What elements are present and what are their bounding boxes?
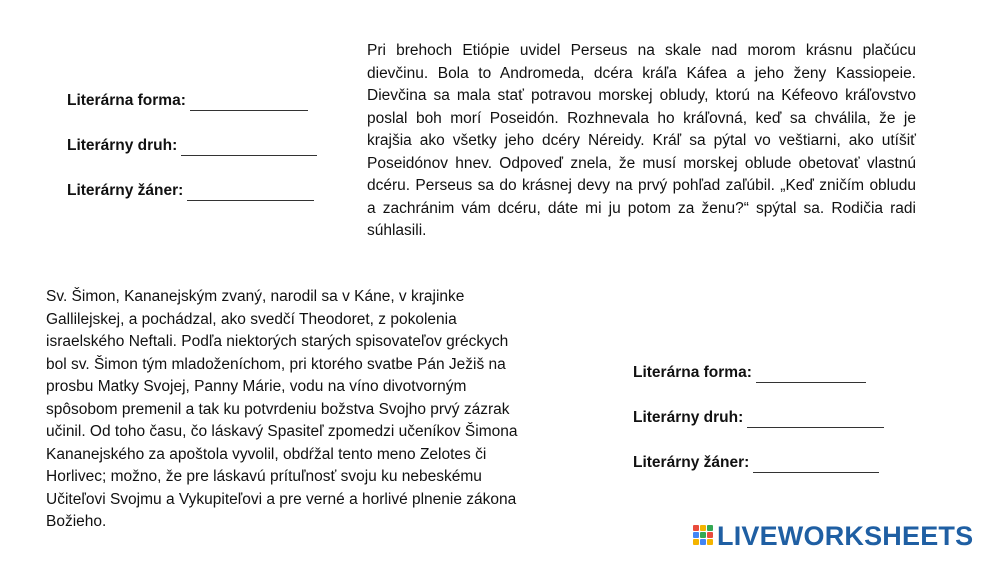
literary-form-blank-1[interactable] <box>190 95 308 111</box>
liveworksheets-logo-icon <box>692 522 714 550</box>
field-literary-kind-1 <box>67 136 317 156</box>
passage-line: spôsobom premenil a tak ku potvrdeniu božstva Svojho prvý zázrak <box>46 400 510 418</box>
passage-line: bol sv. Šimon tým mladoženíchom, pri ktorého svatbe Pán Ježiš na <box>46 355 506 373</box>
liveworksheets-logo <box>692 521 973 551</box>
passage-line: israelského Neftali. Podľa niektorých starých spisovateľov gréckych <box>46 333 509 350</box>
literary-kind-blank-1[interactable] <box>181 140 317 156</box>
literary-genre-blank-1[interactable] <box>187 185 314 201</box>
passage-andromeda: Pri brehoch Etiópie uvidel Perseus na skale nad morom krásnu plačúcu dievčinu. Bola to Andromeda, dcéra kráľa Káfea a jeho ženy Kassiopeie. Dievčina sa mala stať potravou morskej obludy, ktorú na Kéfeovo kráľovstvo poslal boh morí Poseidón. Rozhnevala ho kráľovná, keď sa chválila, že je krajšia ako všetky jeho dcéry Néreidy. Kráľ sa pýtal vo veštiarni, ako utíšiť Poseidónov hnev. Odpoveď znela, že musí morskej oblude obetovať vlastnú dcéru. Perseus sa do krásnej devy na prvý pohľad zaľúbil. „Keď zničím obludu a zachránim vám dcéru, dáte mi ju potom za ženu?“ spýtal sa. Rodičia radi súhlasili. <box>367 42 916 239</box>
field-literary-kind-2 <box>633 408 884 428</box>
passage-line: Gallilejskej, a pochádzal, ako svedčí Theodoret, z pokolenia <box>46 310 457 328</box>
label-literary-kind: Literárny druh: <box>633 409 744 426</box>
passage-line: Učiteľovi Svojmu a Vykupiteľovi a pre verné a horlivé plnenie zákona <box>46 490 517 508</box>
field-literary-genre-2 <box>633 453 884 473</box>
passage-line: Kananejského za apoštola vyvolil, obdŕžal tento meno Zelotes či <box>46 445 487 463</box>
field-literary-form-1 <box>67 91 317 111</box>
passage-line: prosbu Matky Svojej, Panny Márie, vodu na víno divotvorným <box>46 378 467 395</box>
label-literary-kind: Literárny druh: <box>67 137 178 154</box>
passage-line: Horlivec; možno, že pre láskavú prítuľnosť svoju ku nebeskému <box>46 468 482 485</box>
label-literary-genre: Literárny žáner: <box>67 182 184 199</box>
passage-line: Božieho. <box>46 513 107 530</box>
label-literary-form: Literárna forma: <box>67 92 186 109</box>
label-literary-form: Literárna forma: <box>633 364 752 381</box>
passage-simon <box>46 286 606 534</box>
passage-line: učinil. Od toho času, čo láskavý Spasiteľ zpomedzi učeníkov Šimona <box>46 423 518 440</box>
literary-genre-blank-2[interactable] <box>753 457 879 473</box>
answer-group-1 <box>67 91 317 226</box>
passage-line: Sv. Šimon, Kananejským zvaný, narodil sa v Káne, v krajinke <box>46 288 465 305</box>
literary-form-blank-2[interactable] <box>756 367 866 383</box>
label-literary-genre: Literárny žáner: <box>633 454 750 471</box>
liveworksheets-logo-text: LIVEWORKSHEETS <box>717 521 974 551</box>
field-literary-form-2 <box>633 363 884 383</box>
answer-group-2 <box>633 363 884 498</box>
field-literary-genre-1 <box>67 181 317 201</box>
literary-kind-blank-2[interactable] <box>747 412 884 428</box>
